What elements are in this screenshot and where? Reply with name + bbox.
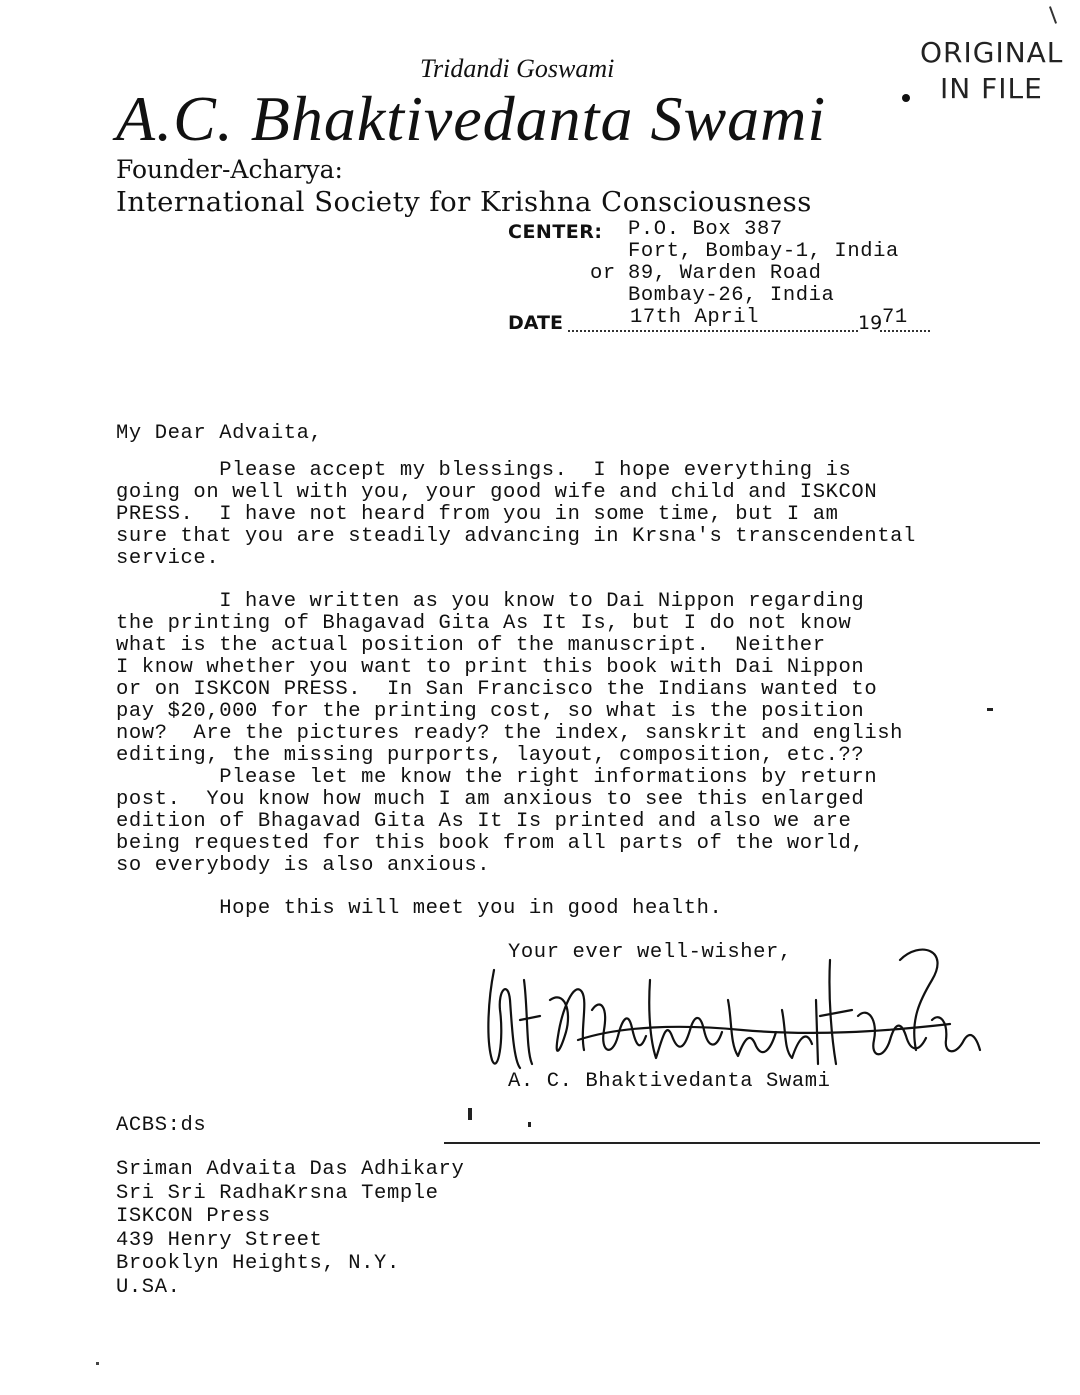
margin-mark bbox=[987, 708, 993, 711]
initials: ACBS:ds bbox=[116, 1114, 207, 1137]
address1-line1: P.O. Box 387 bbox=[628, 218, 783, 241]
date-label: DATE bbox=[508, 312, 563, 334]
year-prefix: 19 bbox=[858, 312, 883, 334]
letterhead-role: Founder-Acharya: bbox=[116, 155, 343, 184]
stamp-original: ORIGINAL bbox=[920, 36, 1064, 69]
signature-name: A. C. Bhaktivedanta Swami bbox=[508, 1070, 831, 1093]
recipient-line-6: U.SA. bbox=[116, 1276, 181, 1299]
letterhead-dot bbox=[902, 94, 910, 102]
corner-mark bbox=[1049, 6, 1057, 24]
paragraph-2: I have written as you know to Dai Nippon regarding the printing of Bhagavad Gita As It Is, but I do not know what is the actual position of the manuscript. Neither I know whether you want to print this book with Dai Nippon or on ISKCON PRESS. In San Francisco the Indians wanted to pay $20,000 for the printing cost, so what is the position now? Are the pictures ready? the index, sanskrit and english editing, the missing purports, layout, composition, etc.?? Please let me know the right informations by return post. You know how much I am anxious to see this enlarged edition of Bhagavad Gita As It Is printed and also we are being requested for this book from all parts of the world, so everybody is also anxious. bbox=[116, 590, 904, 877]
recipient-line-3: ISKCON Press bbox=[116, 1205, 271, 1228]
closing-line: Hope this will meet you in good health. bbox=[116, 897, 723, 920]
letterhead-society: International Society for Krishna Consciousness bbox=[116, 186, 812, 218]
handwritten-signature bbox=[480, 940, 1000, 1080]
margin-mark-2 bbox=[96, 1362, 99, 1365]
paragraph-1: Please accept my blessings. I hope everything is going on well with you, your good wife and child and ISKCON PRESS. I have not heard from you in some time, but I am sure that you are steadily advancing in Krsna's transcendental service. bbox=[116, 459, 916, 570]
center-label: CENTER: bbox=[508, 221, 603, 243]
separator-line bbox=[444, 1142, 1040, 1144]
closing: Your ever well-wisher, bbox=[508, 941, 792, 964]
date-value: 17th April bbox=[630, 306, 760, 329]
salutation: My Dear Advaita, bbox=[116, 422, 323, 445]
ink-dot bbox=[468, 1108, 472, 1120]
address1-line2: Fort, Bombay-1, India bbox=[628, 240, 899, 263]
recipient-line-2: Sri Sri RadhaKrsna Temple bbox=[116, 1182, 439, 1205]
address2-line1: 89, Warden Road bbox=[628, 262, 822, 285]
recipient-line-5: Brooklyn Heights, N.Y. bbox=[116, 1252, 400, 1275]
or-label: or bbox=[590, 262, 616, 285]
recipient-line-4: 439 Henry Street bbox=[116, 1229, 323, 1252]
recipient-line-1: Sriman Advaita Das Adhikary bbox=[116, 1158, 465, 1181]
date-dotted-line bbox=[568, 330, 858, 332]
ink-dot-2 bbox=[528, 1122, 531, 1127]
letterhead-name: A.C. Bhaktivedanta Swami bbox=[116, 83, 827, 154]
letterhead-title-small: Tridandi Goswami bbox=[420, 54, 615, 83]
year-dotted-line bbox=[880, 330, 930, 332]
year-suffix: 71 bbox=[882, 306, 908, 329]
address2-line2: Bombay-26, India bbox=[628, 284, 835, 307]
stamp-in-file: IN FILE bbox=[940, 72, 1043, 105]
